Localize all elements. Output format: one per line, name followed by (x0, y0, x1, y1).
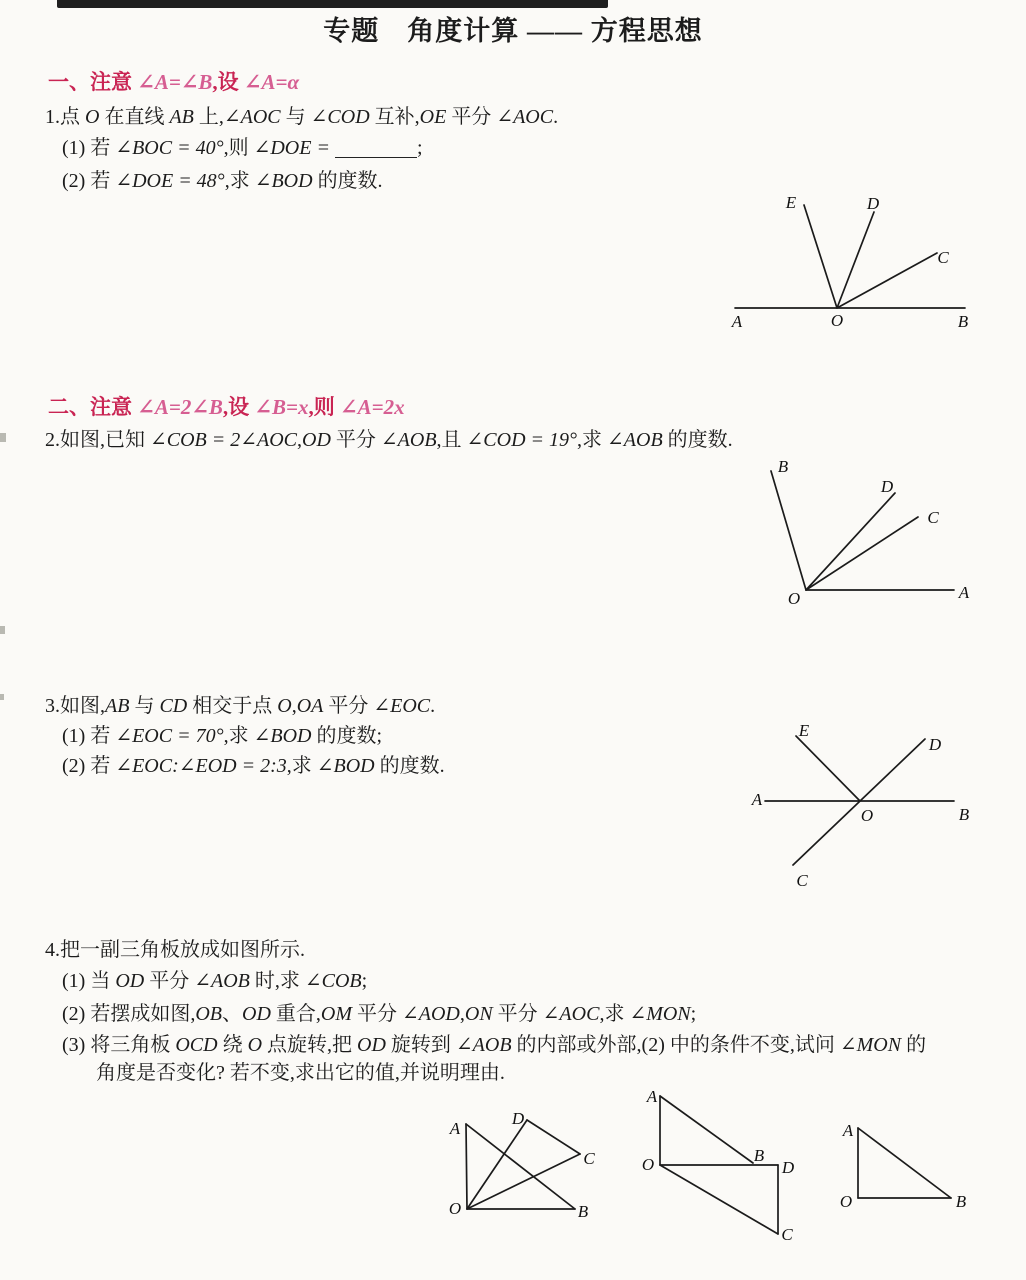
text-segment: ,求 (223, 725, 254, 747)
text-segment: ,且 (436, 429, 467, 451)
text-segment: OD (115, 970, 145, 992)
text-segment: ,则 (223, 137, 254, 159)
text-segment: , (291, 695, 297, 717)
text-segment: ∠AOC (542, 1003, 600, 1025)
text-segment: (2) 若 (62, 755, 116, 777)
point-label-B: B (577, 1202, 589, 1221)
text-segment: , (297, 429, 303, 451)
text-segment: 角度是否变化? 若不变,求出它的值,并说明理由. (96, 1062, 505, 1084)
ray-OE (804, 205, 837, 308)
text-segment: OE (419, 106, 447, 128)
text-segment: , (459, 1003, 465, 1025)
problem-1-text (45, 100, 558, 129)
text-segment: 的度数. (662, 429, 733, 451)
point-label-D: D (928, 735, 942, 754)
text-segment: 平分 (492, 1003, 543, 1025)
point-label-C: C (781, 1225, 793, 1244)
edge-AB (858, 1128, 951, 1198)
text-segment: (1) 当 (62, 970, 116, 992)
line-CD (793, 739, 925, 865)
text-segment: AB (169, 106, 194, 128)
point-label-D: D (781, 1158, 795, 1177)
text-segment: O (277, 695, 292, 717)
text-segment: ∠EOC:∠EOD = 2:3 (115, 755, 287, 777)
text-segment: (2) 若 (62, 170, 116, 192)
point-label-D: D (866, 194, 880, 213)
text-segment: ∠AOC (223, 106, 281, 128)
text-segment: 的度数. (312, 170, 383, 192)
text-segment: 时,求 (249, 970, 305, 992)
edge-AB (660, 1096, 753, 1163)
text-segment: OD (242, 1003, 271, 1025)
text-segment: 2.如图,已知 (45, 429, 150, 451)
text-segment: OB (195, 1003, 222, 1025)
text-segment: OD (302, 429, 331, 451)
point-label-A: A (449, 1119, 461, 1138)
point-label-O: O (830, 311, 844, 330)
text-segment: (2) 若摆成如图, (62, 1003, 196, 1025)
text-segment: ∠BOD (253, 725, 312, 747)
text-segment: ,则 (308, 395, 340, 419)
text-segment: 1.点 (45, 106, 85, 128)
problem-3-part-1 (62, 719, 382, 748)
text-segment: ∠A=α (243, 70, 300, 94)
text-segment: ∠A=∠B (137, 70, 213, 94)
point-label-B: B (777, 457, 789, 476)
text-segment: . (553, 106, 559, 128)
text-segment: O (247, 1034, 263, 1056)
scan-speck (0, 433, 6, 442)
text-segment: ; (690, 1003, 697, 1025)
text-segment: (3) 将三角板 (62, 1034, 176, 1056)
scan-speck (0, 694, 4, 700)
text-segment: ∠AOB (607, 429, 663, 451)
text-segment: 在直线 (99, 106, 170, 128)
text-segment: ∠A=2∠B (137, 395, 223, 419)
text-segment: ∠AOB (194, 970, 250, 992)
problem-4-part-1 (62, 964, 367, 993)
text-segment: 绕 (217, 1034, 248, 1056)
text-segment: ∠B=x (254, 395, 309, 419)
text-segment: 上, (193, 106, 224, 128)
text-segment: ∠DOE = 48° (115, 170, 225, 192)
point-label-O: O (787, 589, 801, 608)
point-label-C: C (583, 1149, 595, 1168)
scan-artifact-strip (57, 0, 608, 8)
text-segment: 重合, (270, 1003, 321, 1025)
text-segment: 平分 (446, 106, 497, 128)
text-segment: OA (296, 695, 324, 717)
text-segment: ∠MON (839, 1034, 902, 1056)
text-segment: ,求 (599, 1003, 630, 1025)
edge-AB (466, 1124, 575, 1209)
point-label-O: O (641, 1155, 655, 1174)
text-segment: ∠A=2x (340, 395, 405, 419)
edge-OC (660, 1165, 778, 1234)
text-segment: ∠BOD (316, 755, 375, 777)
text-segment: ∠COD = 19° (466, 429, 578, 451)
text-segment: ; (361, 970, 368, 992)
point-label-O: O (448, 1199, 462, 1218)
problem-4-part-3 (62, 1028, 926, 1057)
point-label-E: E (785, 193, 797, 212)
point-label-C: C (796, 871, 808, 890)
figure-4a-overlapping-triangles-diagram (420, 1080, 640, 1260)
figure-4c-right-triangle-diagram (820, 1080, 1026, 1250)
point-label-D: D (511, 1109, 525, 1128)
problem-4-text (45, 933, 305, 962)
text-segment: ∠COB = 2∠AOC (150, 429, 298, 451)
page-title: 专题 角度计算 —— 方程思想 (323, 16, 703, 46)
text-segment: ON (464, 1003, 493, 1025)
text-segment: OM (320, 1003, 352, 1025)
section-2-header (48, 391, 405, 421)
problem-3-text (45, 689, 435, 718)
text-segment: ; (416, 137, 423, 159)
text-segment: ∠AOB (380, 429, 437, 451)
problem-1-part-1 (62, 131, 423, 160)
point-label-C: C (927, 508, 939, 527)
problem-2-text (45, 423, 733, 452)
point-label-E: E (798, 721, 810, 740)
text-segment: 的度数; (311, 725, 383, 747)
scan-speck (0, 626, 5, 634)
point-label-D: D (880, 477, 894, 496)
text-segment: ∠AOB (455, 1034, 512, 1056)
figure-2-angle-rays-diagram (730, 450, 1026, 625)
text-segment: (1) 若 (62, 137, 116, 159)
text-segment: 与 (280, 106, 311, 128)
text-segment: ∠AOD (402, 1003, 460, 1025)
text-segment: 互补, (369, 106, 420, 128)
text-segment: 4.把一副三角板放成如图所示. (45, 939, 305, 961)
point-label-C: C (937, 248, 949, 267)
text-segment: ∠DOE = (253, 137, 335, 159)
point-label-B: B (958, 805, 970, 824)
text-segment: . (430, 695, 436, 717)
text-segment: AB (105, 695, 130, 717)
text-segment: 平分 (323, 695, 374, 717)
edge-DC (527, 1120, 580, 1154)
point-label-A: A (842, 1121, 854, 1140)
ray-OB (771, 471, 806, 590)
point-label-A: A (958, 583, 970, 602)
text-segment: 的内部或外部,(2) 中的条件不变,试问 (511, 1034, 840, 1056)
text-segment: 的 (901, 1034, 927, 1056)
text-segment: ∠COD (310, 106, 370, 128)
figure-3-intersecting-lines-diagram (730, 700, 1026, 895)
figure-1-rays-on-line-diagram (700, 180, 1000, 345)
figure-4b-adjacent-triangles-diagram (620, 1080, 830, 1265)
edge-OA (466, 1124, 467, 1209)
text-segment: ∠EOC = 70° (115, 725, 224, 747)
text-segment: 点旋转,把 (262, 1034, 358, 1056)
problem-4-part-2 (62, 997, 696, 1026)
point-label-A: A (646, 1087, 658, 1106)
text-segment: ,设 (212, 70, 244, 94)
text-segment: 旋转到 (385, 1034, 456, 1056)
text-segment: 相交于点 (187, 695, 278, 717)
text-segment: ∠BOC = 40° (115, 137, 224, 159)
point-label-B: B (955, 1192, 967, 1211)
text-segment: 平分 (144, 970, 195, 992)
text-segment: CD (159, 695, 188, 717)
text-segment: O (85, 106, 100, 128)
text-segment: (1) 若 (62, 725, 116, 747)
text-segment: 平分 (352, 1003, 402, 1025)
text-segment: 与 (129, 695, 160, 717)
text-segment: ,求 (224, 170, 255, 192)
blank-underline (335, 139, 417, 158)
text-segment: 的度数. (374, 755, 445, 777)
text-segment: ∠MON (629, 1003, 691, 1025)
section-1-header (48, 66, 299, 96)
text-segment: 二、注意 (48, 395, 138, 419)
text-segment: OD (357, 1034, 386, 1056)
problem-1-part-2 (62, 164, 383, 193)
point-label-B: B (753, 1146, 765, 1165)
text-segment: ,求 (577, 429, 608, 451)
text-segment: ∠AOC (496, 106, 554, 128)
text-segment: 3.如图, (45, 695, 105, 717)
problem-3-part-2 (62, 749, 445, 778)
point-label-B: B (957, 312, 969, 331)
point-label-A: A (731, 312, 743, 331)
ray-OD (837, 212, 874, 308)
text-segment: ∠COB (304, 970, 362, 992)
text-segment: ,求 (286, 755, 317, 777)
point-label-O: O (860, 806, 874, 825)
text-segment: 平分 (330, 429, 381, 451)
ray-OC (837, 253, 937, 308)
text-segment: 一、注意 (48, 70, 138, 94)
text-segment: 、 (222, 1003, 242, 1025)
text-segment: ∠EOC (373, 695, 431, 717)
point-label-O: O (839, 1192, 853, 1211)
text-segment: OCD (175, 1034, 218, 1056)
point-label-A: A (751, 790, 763, 809)
text-segment: ,设 (222, 395, 255, 419)
text-segment: ∠BOD (254, 170, 313, 192)
ray-OE (796, 736, 860, 801)
